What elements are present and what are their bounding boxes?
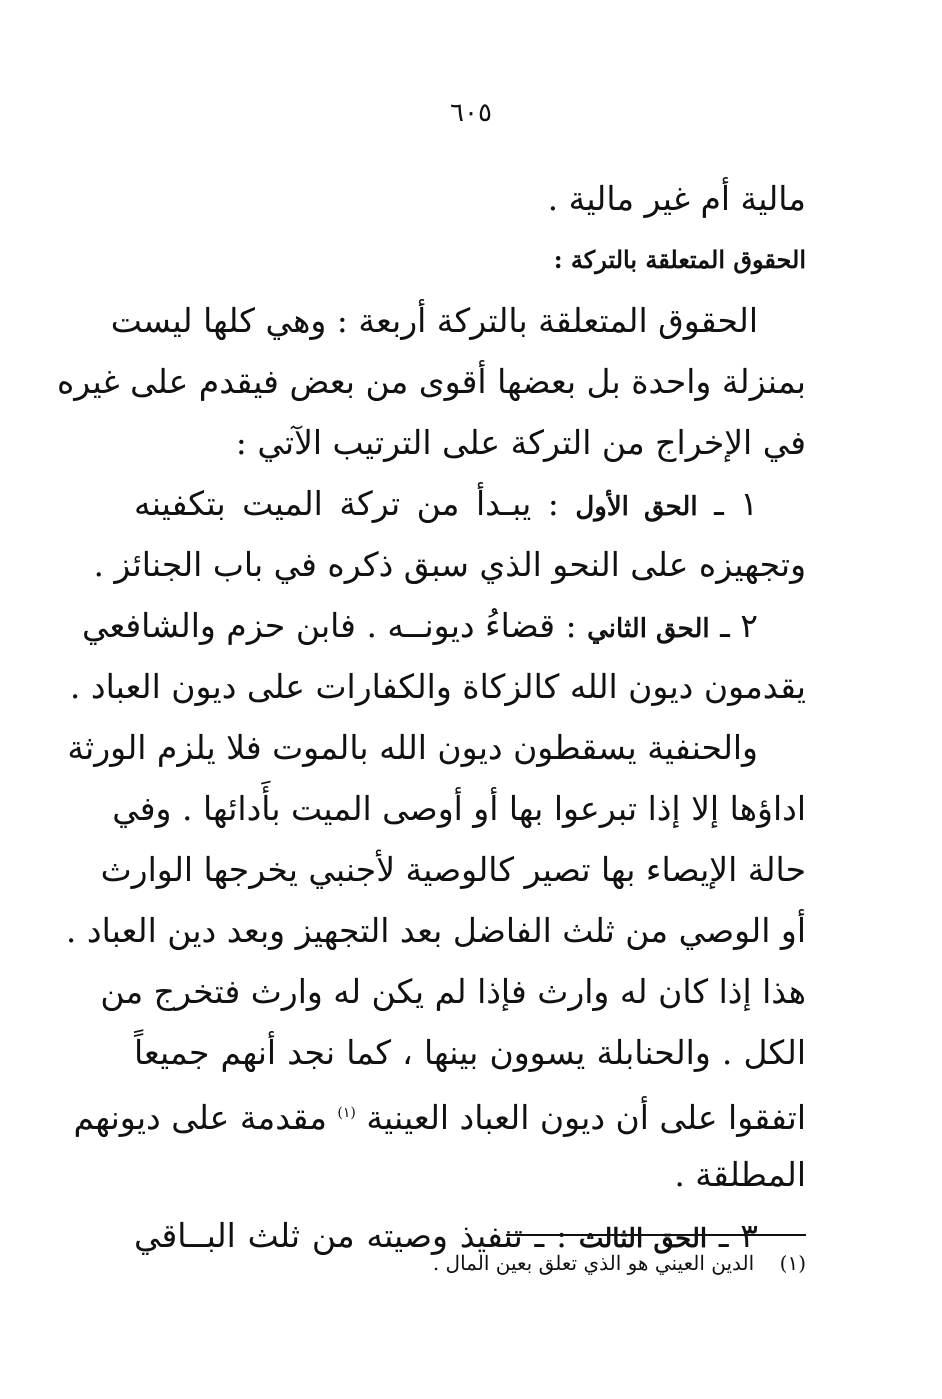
- text-line-5: في الإخراج من التركة على الترتيب الآتي :: [235, 423, 806, 462]
- line-text-before: اتفقوا على أن ديون العباد العينية: [355, 1098, 806, 1137]
- body-text: [56, 168, 806, 1266]
- text-line-8: [81, 595, 806, 656]
- text-line-12: حالة الإيصاء بها تصير كالوصية لأجنبي يخرجها الوارث: [100, 850, 806, 889]
- item-title: الحق الثاني: [587, 614, 710, 644]
- text-line-9: يقدمون ديون الله كالزكاة والكفارات على ديون العباد .: [69, 667, 806, 706]
- item-text: : قضاءُ ديونــه . فابن حزم والشافعي: [81, 606, 588, 645]
- item-number: ٣ ـ: [707, 1216, 758, 1255]
- text-line-15: الكل . والحنابلة يسوون بينها ، كما نجد أنهم جميعاً: [134, 1033, 806, 1072]
- item-title: الحق الثالث: [578, 1224, 708, 1254]
- text-line-17: المطلقة .: [674, 1155, 806, 1194]
- text-line-13: أو الوصي من ثلث الفاضل بعد التجهيز وبعد دين العباد .: [65, 911, 806, 950]
- section-heading: الحقوق المتعلقة بالتركة :: [553, 245, 806, 274]
- text-line-3: الحقوق المتعلقة بالتركة أربعة : وهي كلها ليست: [110, 301, 758, 340]
- text-line-14: هذا إذا كان له وارث فإذا لم يكن له وارث فتخرج من: [100, 972, 806, 1011]
- footnote-reference: (١): [337, 1105, 356, 1121]
- text-line-10: والحنفية يسقطون ديون الله بالموت فلا يلزم الورثة: [67, 728, 758, 767]
- text-line-11: اداؤها إلا إذا تبرعوا بها أو أوصى الميت بأَدائها . وفي: [112, 789, 806, 828]
- item-number: ١ ـ: [697, 484, 758, 523]
- page-number: ٦٠٥: [450, 98, 492, 128]
- line-text-after: مقدمة على ديونهم: [73, 1098, 338, 1137]
- item-title: الحق الأول: [575, 492, 698, 522]
- text-line-7: وتجهيزه على النحو الذي سبق ذكره في باب الجنائز .: [93, 545, 806, 584]
- footnote-marker: (١): [779, 1251, 806, 1275]
- text-line-6: [134, 473, 806, 534]
- footnote: [134, 1248, 806, 1278]
- text-line-4: بمنزلة واحدة بل بعضها أقوى من بعض فيقدم على غيره: [56, 362, 806, 401]
- text-line-16: [73, 1083, 806, 1144]
- text-line-1: مالية أم غير مالية .: [547, 179, 806, 218]
- item-number: ٢ ـ: [709, 606, 758, 645]
- footnote-text: الدين العيني هو الذي تعلق بعين المال .: [432, 1251, 755, 1275]
- footnote-divider: [506, 1234, 806, 1236]
- item-text: : ـ تنفيذ وصيته من ثلث البــاقي: [134, 1216, 579, 1255]
- item-text: : يبـدأ من تركة الميت بتكفينه: [134, 484, 576, 523]
